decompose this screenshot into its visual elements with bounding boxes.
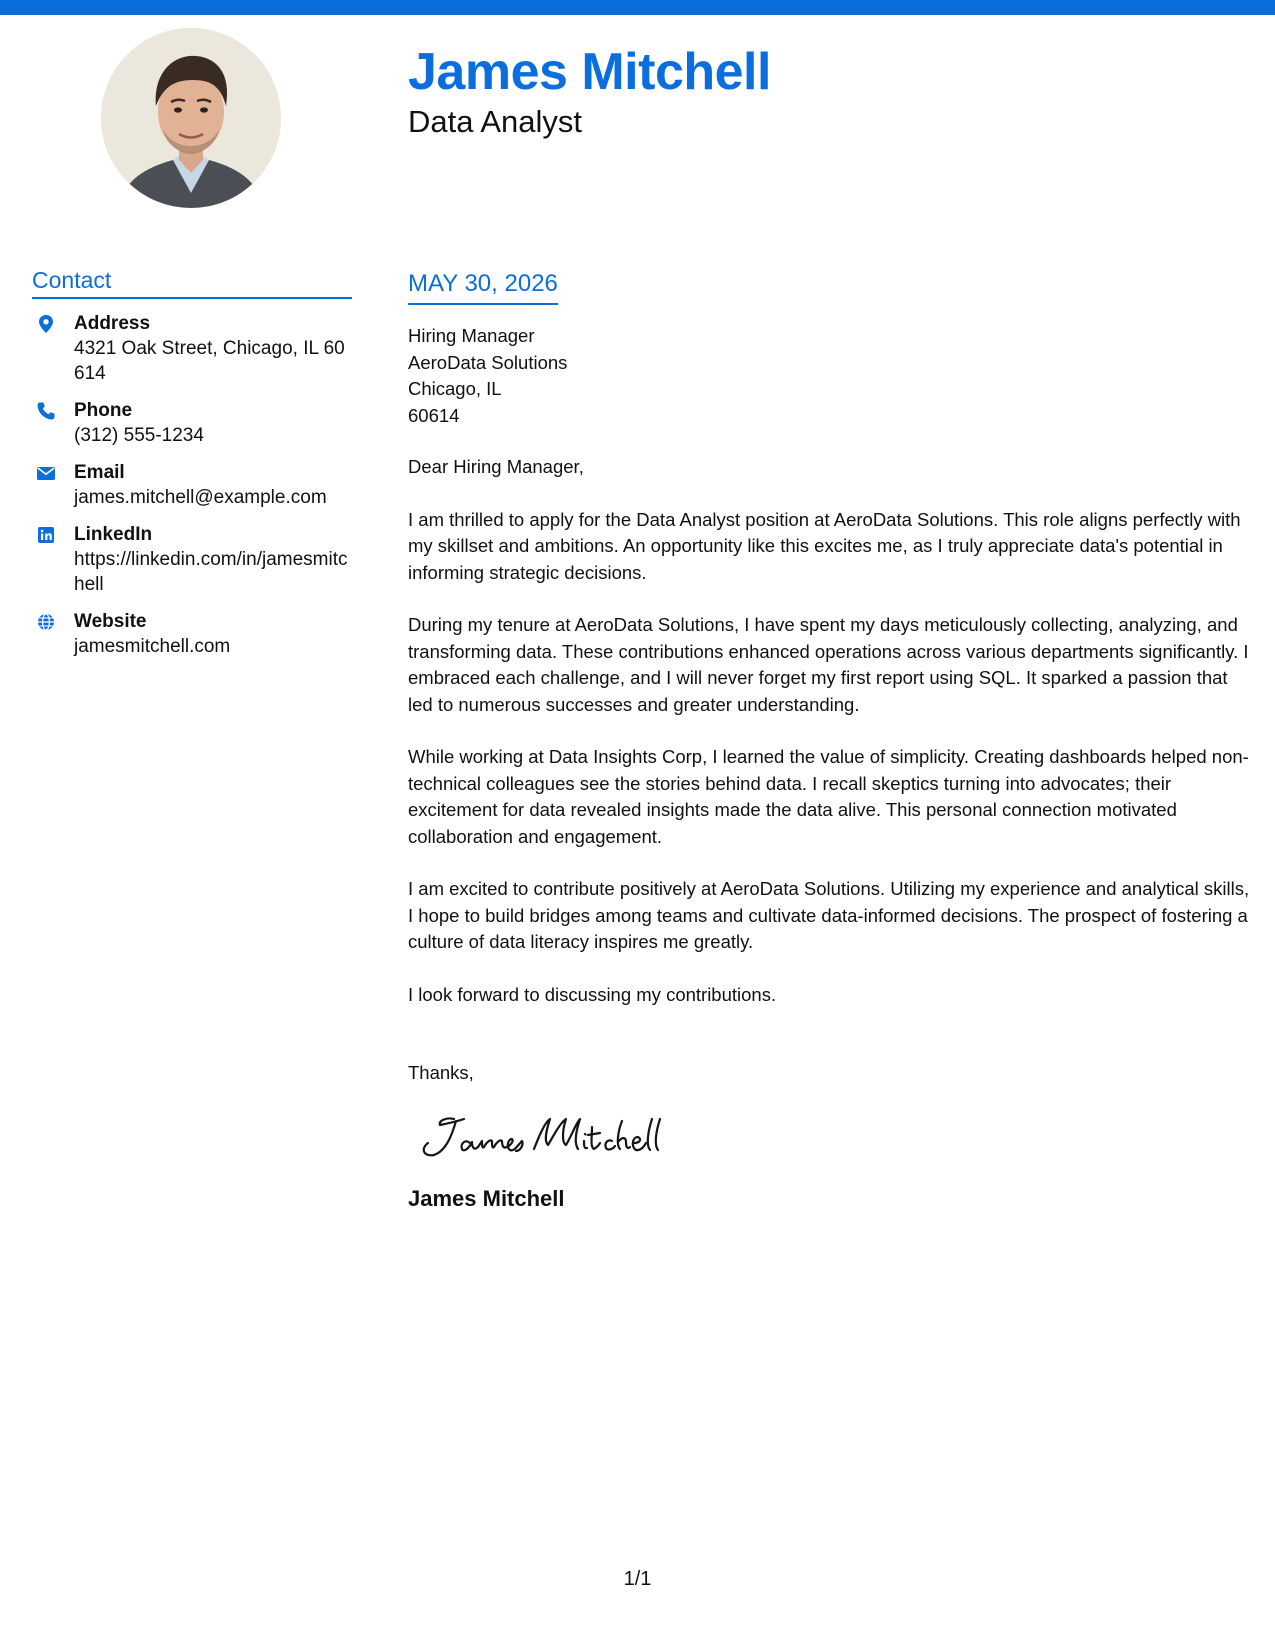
contact-item-website <box>32 609 352 659</box>
body-paragraph: I am thrilled to apply for the Data Analyst position at AeroData Solutions. This role aligns perfectly with my skillset and ambitions. An opportunity like this excites me, as I truly appreciate data's potential in informing strategic decisions. <box>408 508 1241 583</box>
signed-name: James Mitchell <box>408 1185 565 1211</box>
envelope-icon <box>36 463 56 483</box>
contact-item-linkedin <box>32 522 352 597</box>
avatar <box>101 28 281 208</box>
location-pin-icon <box>36 314 56 334</box>
contact-item-phone <box>32 398 352 448</box>
website-link[interactable]: jamesmitchell.com <box>74 636 231 657</box>
body-paragraph: While working at Data Insights Corp, I learned the value of simplicity. Creating dashboards helped non-technical colleagues see the stories behind data. I recall skeptics turning into advocates; their excitement for data revealed insights made the data alive. This personal connection motivated collaboration and engagement. <box>408 746 1249 847</box>
handwritten-signature <box>416 1109 676 1165</box>
contact-item-email <box>32 460 352 510</box>
letter-date: MAY 30, 2026 <box>408 268 558 305</box>
linkedin-icon <box>36 525 56 545</box>
contact-label: LinkedIn <box>74 524 153 545</box>
linkedin-link[interactable]: https://linkedin.com/in/jamesmitchell <box>74 549 348 595</box>
job-title: Data Analyst <box>408 104 583 139</box>
contact-label: Email <box>74 462 125 483</box>
letter-body <box>408 268 1253 1213</box>
contact-heading: Contact <box>32 265 352 299</box>
contact-item-address <box>32 311 352 386</box>
globe-icon <box>36 612 56 632</box>
recipient-line: Hiring Manager <box>408 325 535 346</box>
contact-list <box>32 311 352 659</box>
recipient-block <box>408 323 1253 429</box>
phone-value: (312) 555-1234 <box>74 425 204 446</box>
contact-label: Phone <box>74 400 133 421</box>
recipient-line: Chicago, IL <box>408 378 502 399</box>
recipient-line: AeroData Solutions <box>408 351 568 373</box>
contact-label: Address <box>74 313 151 334</box>
page-number: 1/1 <box>623 1568 652 1590</box>
candidate-name: James Mitchell <box>408 43 771 101</box>
closing-line: I look forward to discussing my contributions. <box>408 983 777 1005</box>
salutation: Dear Hiring Manager, <box>408 456 584 477</box>
phone-icon <box>36 401 56 421</box>
address-value: 4321 Oak Street, Chicago, IL 60614 <box>74 338 345 384</box>
email-link[interactable]: james.mitchell@example.com <box>74 487 327 508</box>
contact-label: Website <box>74 611 147 632</box>
recipient-line: 60614 <box>408 404 460 426</box>
body-paragraph: I am excited to contribute positively at AeroData Solutions. Utilizing my experience and analytical skills, I hope to build bridges among teams and cultivate data-informed decisions. The prospect of fostering a culture of data literacy inspires me greatly. <box>408 878 1250 952</box>
sign-off: Thanks, <box>408 1062 474 1083</box>
body-paragraph: During my tenure at AeroData Solutions, I have spent my days meticulously collecting, analyzing, and transforming data. These contributions enhanced operations across various departments significantly. I embraced each challenge, and I will never forget my first report using SQL. It sparked a passion that led to numerous successes and greater understanding. <box>408 614 1249 715</box>
contact-sidebar <box>32 265 352 671</box>
top-accent-bar <box>0 0 1275 15</box>
